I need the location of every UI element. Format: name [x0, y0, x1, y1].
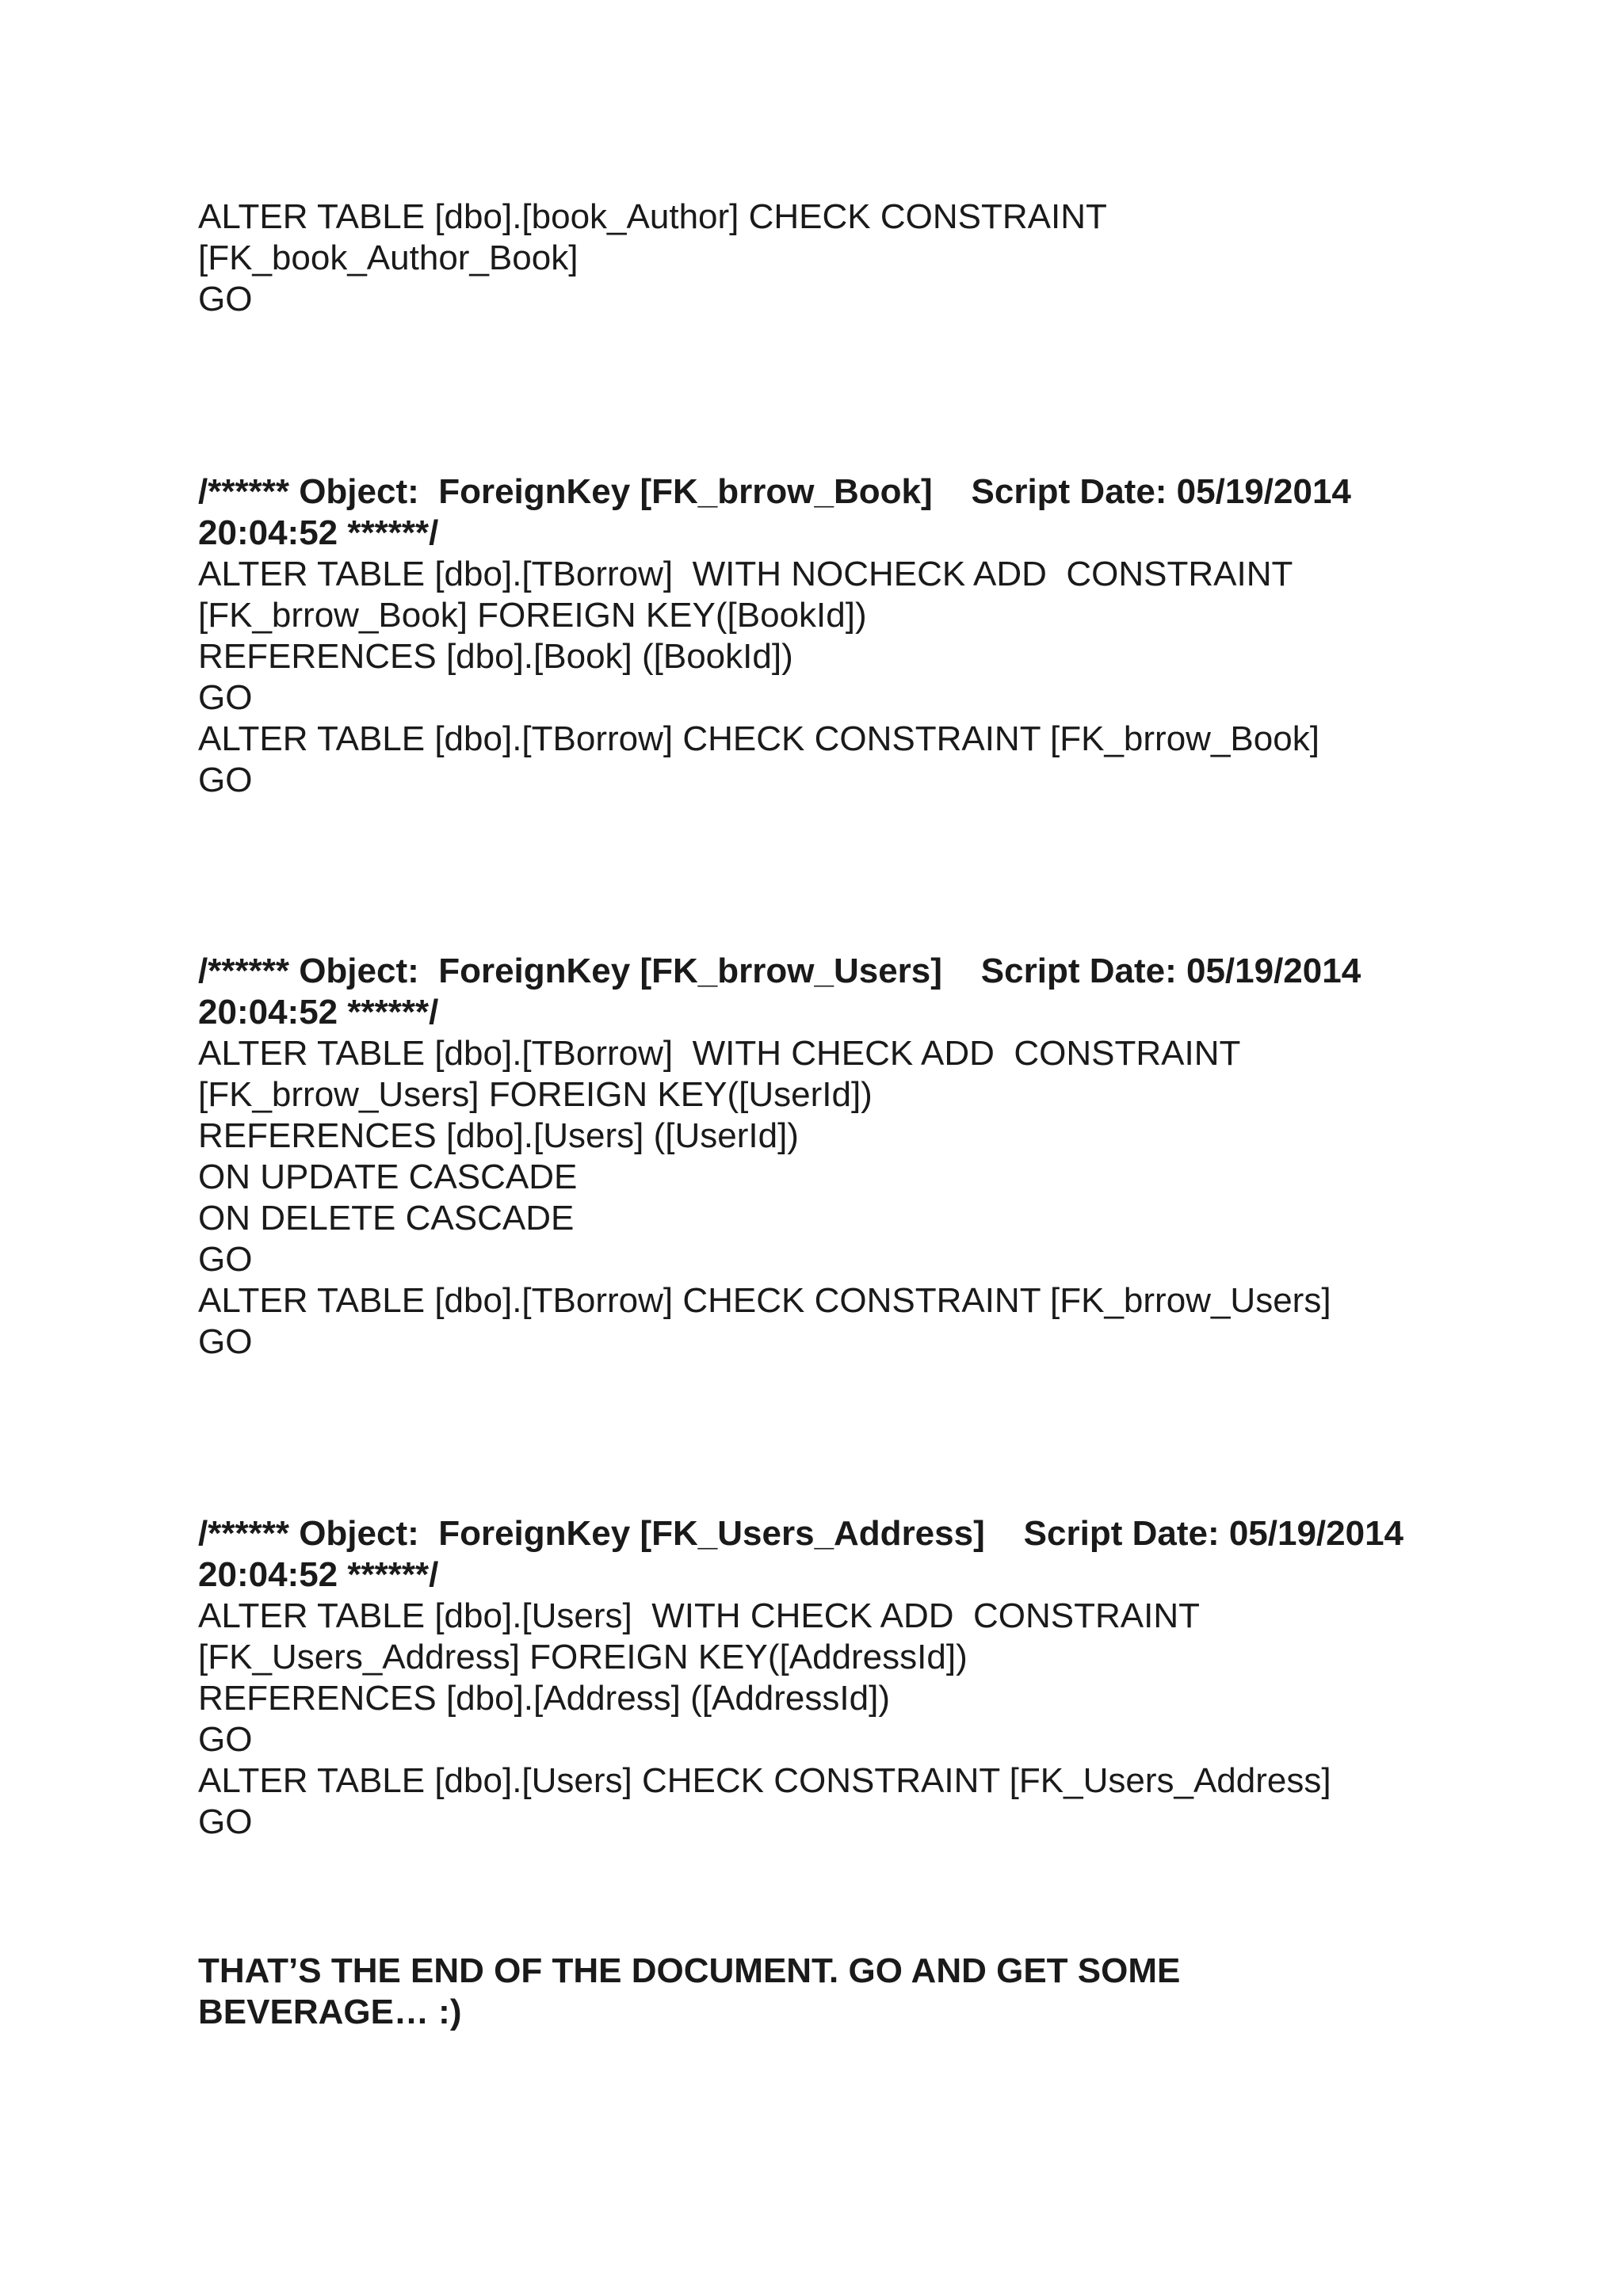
sql-block-fk-brrow-book [198, 471, 1506, 801]
sql-line: ALTER TABLE [dbo].[TBorrow] WITH NOCHECK ADD CONSTRAINT [198, 555, 1293, 593]
sql-line: ALTER TABLE [dbo].[TBorrow] CHECK CONSTRAINT [FK_brrow_Users] [198, 1281, 1331, 1320]
sql-line: GO [198, 761, 253, 799]
sql-line: REFERENCES [dbo].[Book] ([BookId]) [198, 637, 793, 676]
sql-line: REFERENCES [dbo].[Users] ([UserId]) [198, 1116, 799, 1155]
sql-line: ALTER TABLE [dbo].[book_Author] CHECK CONSTRAINT [198, 197, 1107, 236]
sql-line: GO [198, 280, 253, 318]
sql-line: REFERENCES [dbo].[Address] ([AddressId]) [198, 1679, 890, 1718]
closing-note-line: BEVERAGE… :) [198, 1993, 462, 2031]
object-comment-header: 20:04:52 ******/ [198, 993, 439, 1032]
closing-note-line: THAT’S THE END OF THE DOCUMENT. GO AND GET SOME [198, 1951, 1181, 1990]
sql-line: GO [198, 1240, 253, 1279]
sql-line: ALTER TABLE [dbo].[Users] WITH CHECK ADD CONSTRAINT [198, 1596, 1201, 1635]
object-comment-header: /****** Object: ForeignKey [FK_Users_Address] Script Date: 05/19/2014 [198, 1514, 1404, 1553]
sql-line: [FK_Users_Address] FOREIGN KEY([AddressId]) [198, 1638, 968, 1676]
sql-block-fk-brrow-users [198, 951, 1506, 1363]
object-comment-header: /****** Object: ForeignKey [FK_brrow_Book] Script Date: 05/19/2014 [198, 472, 1351, 511]
sql-line: ALTER TABLE [dbo].[TBorrow] WITH CHECK ADD CONSTRAINT [198, 1034, 1241, 1073]
object-comment-header: /****** Object: ForeignKey [FK_brrow_Users] Script Date: 05/19/2014 [198, 952, 1361, 990]
object-comment-header: 20:04:52 ******/ [198, 513, 439, 552]
sql-line: ALTER TABLE [dbo].[Users] CHECK CONSTRAINT [FK_Users_Address] [198, 1761, 1331, 1800]
sql-line: GO [198, 1802, 253, 1841]
sql-line: ON UPDATE CASCADE [198, 1158, 578, 1196]
sql-line: [FK_brrow_Users] FOREIGN KEY([UserId]) [198, 1075, 873, 1114]
sql-line: ON DELETE CASCADE [198, 1199, 575, 1238]
sql-line: GO [198, 1720, 253, 1759]
sql-line: ALTER TABLE [dbo].[TBorrow] CHECK CONSTRAINT [FK_brrow_Book] [198, 719, 1319, 758]
sql-line: GO [198, 678, 253, 717]
sql-block-check-book-author [198, 196, 1506, 320]
sql-line: GO [198, 1322, 253, 1361]
object-comment-header: 20:04:52 ******/ [198, 1555, 439, 1594]
sql-line: [FK_brrow_Book] FOREIGN KEY([BookId]) [198, 596, 867, 635]
closing-note [198, 1951, 1506, 2033]
sql-line: [FK_book_Author_Book] [198, 238, 579, 277]
sql-block-fk-users-address [198, 1513, 1506, 1843]
